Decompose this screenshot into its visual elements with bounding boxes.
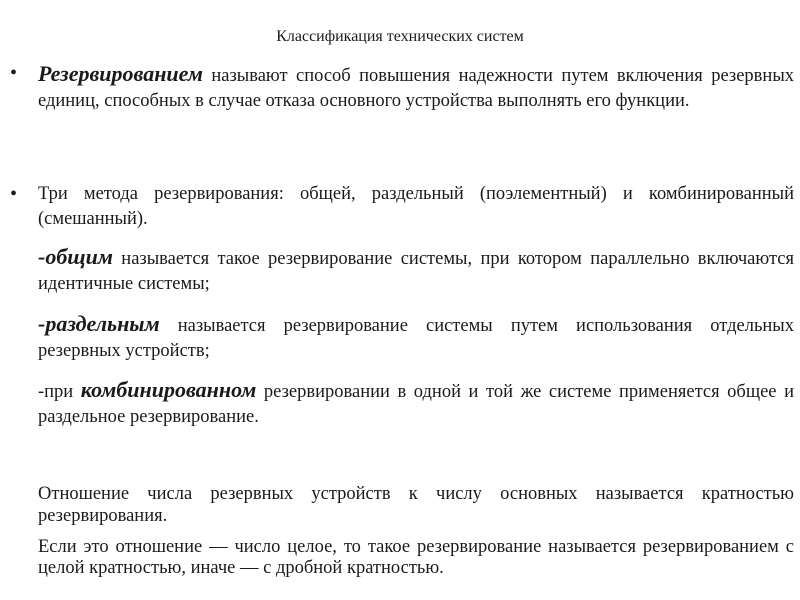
paragraph-text: называется такое резервирование системы, при котором параллельно включаются идентичные системы; bbox=[38, 249, 794, 294]
paragraph-combined-redundancy bbox=[38, 377, 794, 430]
paragraph-text: называют способ повышения надежности путем включения резервных единиц, способных в случае отказа основного устройства выполнять его функции. bbox=[38, 66, 794, 111]
term-redundancy: Резервированием bbox=[38, 61, 203, 86]
term-separate: -раздельным bbox=[38, 311, 160, 336]
paragraph-prefix: -при bbox=[38, 382, 81, 402]
term-general: -общим bbox=[38, 244, 113, 269]
slide-title: Классификация технических систем bbox=[276, 28, 524, 45]
paragraph-three-methods bbox=[38, 182, 794, 232]
paragraph-general-redundancy bbox=[38, 244, 794, 297]
paragraph-ratio-types bbox=[38, 537, 794, 579]
paragraph-separate-redundancy bbox=[38, 311, 794, 364]
paragraph-text: Отношение числа резервных устройств к числу основных называется кратностью резервирования. bbox=[38, 484, 794, 526]
paragraph-text: резервировании в одной и той же системе применяется общее и раздельное резервирование. bbox=[38, 382, 794, 427]
bullet-marker: • bbox=[10, 62, 18, 84]
paragraph-text: Если это отношение — число целое, то такое резервирование называется резервированием с целой кратностью, иначе — с дробной кратностью. bbox=[38, 537, 794, 578]
paragraph-redundancy-ratio bbox=[38, 483, 794, 527]
term-combined: комбинированном bbox=[80, 377, 257, 402]
paragraph-redundancy-definition bbox=[38, 61, 794, 114]
paragraph-text: Три метода резервирования: общей, раздельный (поэлементный) и комбинированный (смешанный). bbox=[38, 184, 794, 229]
bullet-marker: • bbox=[10, 183, 18, 205]
paragraph-text: называется резервирование системы путем использования отдельных резервных устройств; bbox=[38, 316, 794, 361]
